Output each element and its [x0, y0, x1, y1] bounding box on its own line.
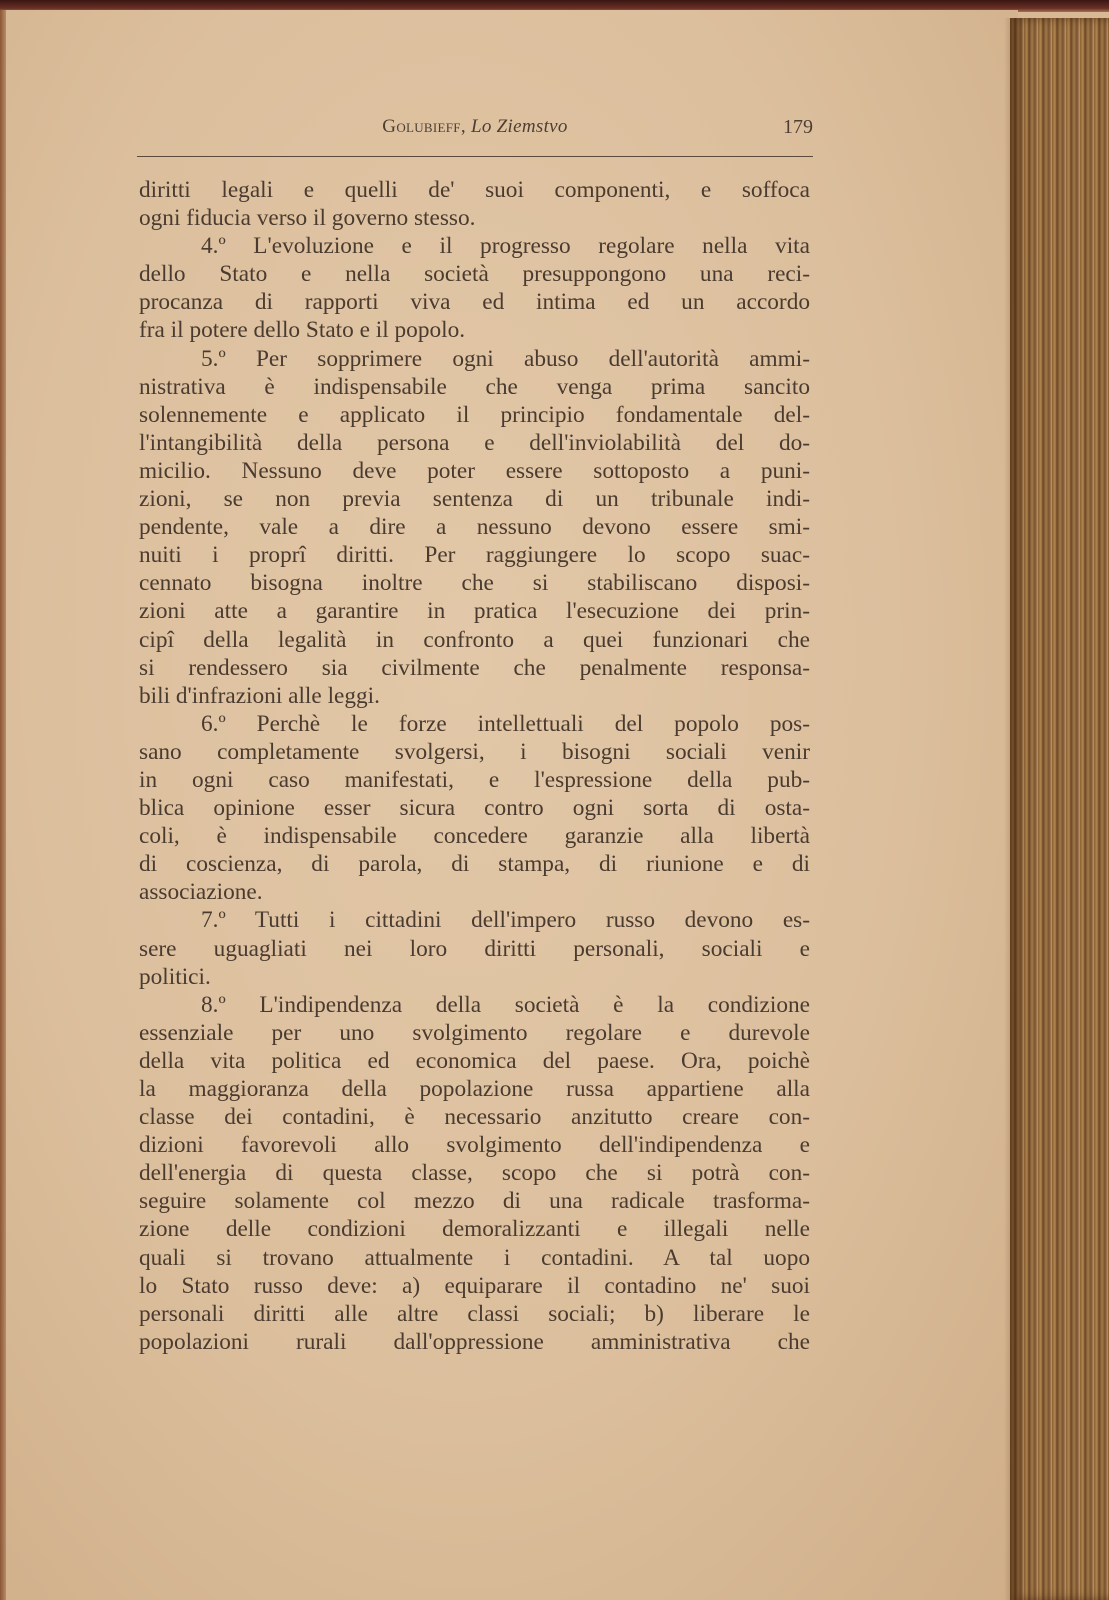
text-line: sere uguagliati nei loro diritti personali, sociali e: [139, 935, 810, 962]
text-line: pendente, vale a dire a nessuno devono essere smi-: [139, 514, 810, 541]
text-line: cipî della legalità in confronto a quei funzionari che: [139, 626, 810, 653]
text-line: in ogni caso manifestati, e l'espressione della pub-: [139, 766, 810, 793]
text-line: seguire solamente col mezzo di una radicale trasforma-: [139, 1188, 810, 1215]
text-line: essenziale per uno svolgimento regolare e durevole: [139, 1019, 810, 1046]
text-line: 5.º Per sopprimere ogni abuso dell'autorità ammi-: [201, 345, 810, 372]
text-line: nuiti i proprî diritti. Per raggiungere lo scopo suac-: [139, 542, 810, 569]
text-line: personali diritti alle altre classi sociali; b) liberare le: [139, 1300, 810, 1327]
text-line: dell'energia di questa classe, scopo che si potrà con-: [139, 1160, 810, 1187]
text-line: coli, è indispensabile concedere garanzie alla libertà: [139, 823, 810, 850]
text-line: classe dei contadini, è necessario anzitutto creare con-: [139, 1104, 810, 1131]
text-line: associazione.: [139, 879, 263, 906]
text-line: zione delle condizioni demoralizzanti e illegali nelle: [139, 1216, 810, 1243]
running-head: [137, 116, 813, 138]
text-line: zioni, se non previa sentenza di un tribunale indi-: [139, 486, 810, 513]
text-line: procanza di rapporti viva ed intima ed un accordo: [139, 289, 810, 316]
text-line: si rendessero sia civilmente che penalmente responsa-: [139, 654, 810, 681]
running-head-author: Golubieff,: [382, 116, 466, 137]
page-number: 179: [783, 116, 813, 138]
text-line: 4.º L'evoluzione e il progresso regolare nella vita: [201, 233, 810, 260]
text-line: quali si trovano attualmente i contadini. A tal uopo: [139, 1244, 810, 1271]
text-line: zioni atte a garantire in pratica l'esecuzione dei prin-: [139, 598, 810, 625]
header-rule: [137, 156, 813, 157]
text-line: dizioni favorevoli allo svolgimento dell'indipendenza e: [139, 1132, 810, 1159]
text-line: fra il potere dello Stato e il popolo.: [139, 317, 466, 344]
text-line: 6.º Perchè le forze intellettuali del popolo pos-: [201, 710, 810, 737]
book-page-edges: [1010, 18, 1109, 1600]
text-line: bili d'infrazioni alle leggi.: [139, 682, 380, 709]
text-line: l'intangibilità della persona e dell'inviolabilità del do-: [139, 429, 810, 456]
text-line: nistrativa è indispensabile che venga prima sancito: [139, 373, 810, 400]
text-line: della vita politica ed economica del paese. Ora, poichè: [139, 1047, 810, 1074]
text-line: sano completamente svolgersi, i bisogni sociali venir: [139, 738, 810, 765]
text-line: lo Stato russo deve: a) equiparare il contadino ne' suoi: [139, 1272, 810, 1299]
text-line: solennemente e applicato il principio fondamentale del-: [139, 401, 810, 428]
text-line: ogni fiducia verso il governo stesso.: [139, 205, 476, 232]
text-line: dello Stato e nella società presuppongono una reci-: [139, 261, 810, 288]
text-line: la maggioranza della popolazione russa appartiene alla: [139, 1076, 810, 1102]
text-line: politici.: [139, 963, 211, 990]
text-line: popolazioni rurali dall'oppressione amministrativa che: [139, 1328, 810, 1355]
running-head-title: Lo Ziemstvo: [470, 116, 568, 137]
text-line: cennato bisogna inoltre che si stabiliscano disposi-: [139, 570, 810, 597]
text-line: 7.º Tutti i cittadini dell'impero russo devono es-: [201, 907, 810, 934]
text-line: diritti legali e quelli de' suoi componenti, e soffoca: [139, 177, 810, 203]
text-line: 8.º L'indipendenza della società è la condizione: [201, 991, 810, 1018]
body-text: [139, 176, 810, 1356]
text-line: di coscienza, di parola, di stampa, di riunione e di: [139, 851, 810, 878]
page-header: [137, 116, 813, 146]
text-line: micilio. Nessuno deve poter essere sottoposto a puni-: [139, 457, 810, 484]
text-line: blica opinione esser sicura contro ogni sorta di osta-: [139, 795, 810, 822]
